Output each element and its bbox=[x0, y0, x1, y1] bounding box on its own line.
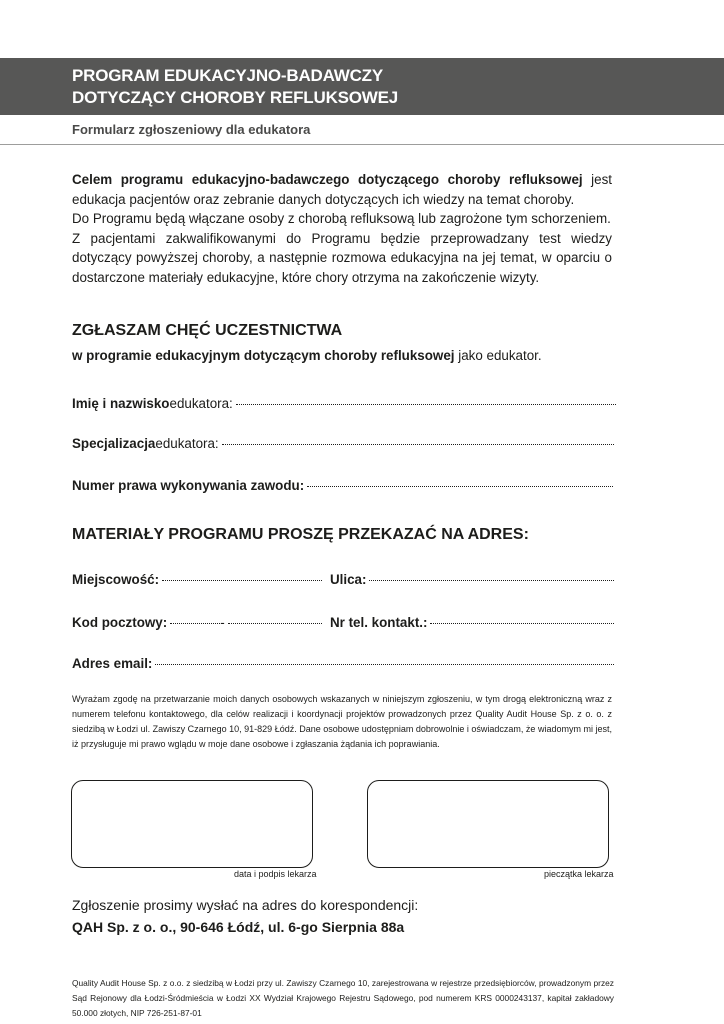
mailing-address: QAH Sp. z o. o., 90-646 Łódź, ul. 6-go Sierpnia 88a bbox=[72, 919, 405, 935]
license-field[interactable] bbox=[72, 478, 613, 493]
city-label: Miejscowość: bbox=[72, 572, 160, 587]
name-label-rest: edukatora: bbox=[169, 396, 233, 411]
form-subtitle: Formularz zgłoszeniowy dla edukatora bbox=[72, 122, 311, 137]
street-label: Ulica: bbox=[330, 572, 367, 587]
declaration-heading: ZGŁASZAM CHĘĆ UCZESTNICTWA bbox=[72, 322, 343, 339]
intro-paragraph-1 bbox=[72, 170, 612, 209]
license-input-line[interactable] bbox=[307, 485, 613, 487]
postal-code-field[interactable] bbox=[72, 615, 322, 630]
postal-code-dash: - bbox=[220, 615, 225, 630]
specialization-label-bold: Specjalizacja bbox=[72, 436, 156, 451]
phone-label: Nr tel. kontakt.: bbox=[330, 615, 428, 630]
title-line-1: PROGRAM EDUKACYJNO-BADAWCZY bbox=[72, 66, 383, 85]
send-instructions: Zgłoszenie prosimy wysłać na adres do korespondencji: bbox=[72, 897, 419, 913]
footer-legal: Quality Audit House Sp. z o.o. z siedzibą w Łodzi przy ul. Zawiszy Czarnego 10, zarejestrowana w rejestrze przedsiębiorców, prowadzonym przez Sąd Rejonowy dla Łodzi-Śródmieścia w Łodzi XX Wydział Krajowego Rejestru Sądowego, pod numerem KRS 0000243137, kapitał zakładowy 50.000 złotych, NIP 726-251-87-01 bbox=[72, 978, 614, 1018]
postal-code-label: Kod pocztowy: bbox=[72, 615, 168, 630]
declaration-line-bold: w programie edukacyjnym dotyczącym choroby refluksowej bbox=[72, 348, 455, 363]
specialization-field[interactable] bbox=[72, 436, 614, 451]
postal-code-input-part2[interactable] bbox=[228, 622, 322, 624]
specialization-label-rest: edukatora: bbox=[155, 436, 219, 451]
email-field[interactable] bbox=[72, 656, 614, 671]
specialization-input-line[interactable] bbox=[222, 443, 614, 445]
stamp-caption: pieczątka lekarza bbox=[544, 869, 614, 879]
city-input-line[interactable] bbox=[162, 579, 322, 581]
street-field[interactable] bbox=[330, 572, 614, 587]
declaration-line bbox=[72, 348, 542, 363]
name-input-line[interactable] bbox=[236, 403, 616, 405]
page-title bbox=[72, 65, 398, 109]
name-label-bold: Imię i nazwisko bbox=[72, 396, 170, 411]
stamp-box[interactable] bbox=[367, 780, 609, 868]
city-field[interactable] bbox=[72, 572, 322, 587]
title-line-2: DOTYCZĄCY CHOROBY REFLUKSOWEJ bbox=[72, 88, 399, 107]
intro-lead-bold: Celem programu edukacyjno-badawczego dotyczącego choroby refluksowej bbox=[72, 172, 583, 187]
intro-text bbox=[72, 170, 612, 287]
phone-input-line[interactable] bbox=[430, 622, 614, 624]
divider bbox=[0, 144, 724, 145]
email-input-line[interactable] bbox=[155, 663, 614, 665]
signature-box[interactable] bbox=[71, 780, 313, 868]
intro-lead-rest: jest edukacja pacjentów oraz zebranie danych dotyczących ich wiedzy na temat choroby. bbox=[72, 172, 612, 207]
address-heading: MATERIAŁY PROGRAMU PROSZĘ PRZEKAZAĆ NA ADRES: bbox=[72, 526, 529, 543]
email-label: Adres email: bbox=[72, 656, 153, 671]
street-input-line[interactable] bbox=[369, 579, 614, 581]
declaration-line-rest: jako edukator. bbox=[454, 348, 542, 363]
intro-paragraph-2: Do Programu będą włączane osoby z chorobą refluksową lub zagrożone tym schorzeniem. bbox=[72, 211, 611, 226]
intro-paragraph-3: Z pacjentami zakwalifikowanymi do Programu będzie przeprowadzany test wiedzy dotyczący powyższej choroby, a następnie rozmowa edukacyjna na jej temat, w oparciu o dostarczone materiały edukacyjne, które chory otrzyma na zakończenie wizyty. bbox=[72, 230, 612, 285]
postal-code-input-part1[interactable] bbox=[170, 622, 220, 624]
consent-text: Wyrażam zgodę na przetwarzanie moich danych osobowych wskazanych w niniejszym zgłoszeniu, w tym drogą elektroniczną wraz z numerem telefonu kontaktowego, dla celów realizacji i koordynacji projektów prowadzonych przez Quality Audit House Sp. z o. o. z siedzibą w Łodzi ul. Zawiszy Czarnego 10, 91-829 Łódź. Dane osobowe udostępniam dobrowolnie i oświadczam, że wiadomym mi jest, iż przysługuje mi prawo wglądu w moje dane osobowe i zgłaszania żądania ich poprawiania. bbox=[72, 694, 612, 749]
license-label: Numer prawa wykonywania zawodu: bbox=[72, 478, 305, 493]
phone-field[interactable] bbox=[330, 615, 614, 630]
signature-caption: data i podpis lekarza bbox=[234, 869, 317, 879]
name-field[interactable] bbox=[72, 396, 616, 411]
